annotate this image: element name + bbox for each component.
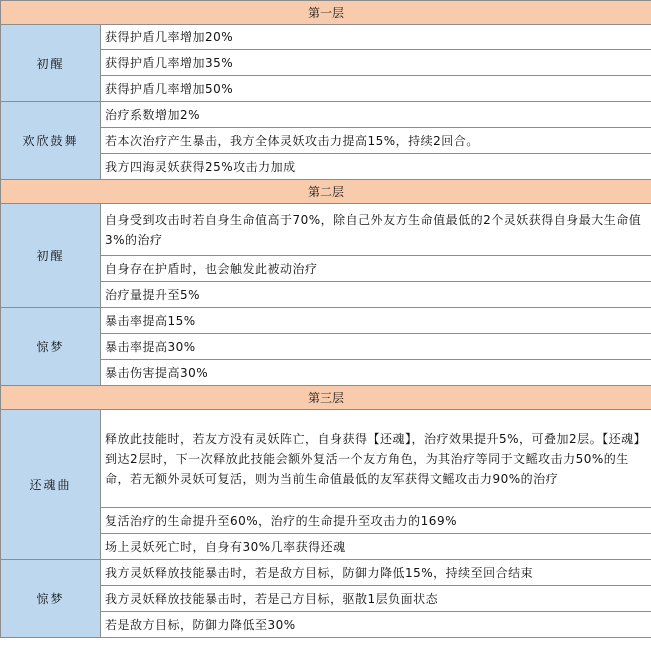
tier-3-skill-2-name: 惊梦 bbox=[1, 560, 101, 638]
tier-1-skill-1-name: 初醒 bbox=[1, 25, 101, 102]
tier-1-skill-2-effect-2: 若本次治疗产生暴击，我方全体灵妖攻击力提高15%，持续2回合。 bbox=[101, 128, 651, 154]
tier-2-skill-1-effect-3: 治疗量提升至5% bbox=[101, 282, 651, 308]
tier-3-skill-1-effect-1: 释放此技能时，若友方没有灵妖阵亡，自身获得【还魂】，治疗效果提升5%，可叠加2层。【还魂】到达2层时，下一次释放此技能会额外复活一个友方角色，为其治疗等同于文鳐攻击力50%的生命，若无额外灵妖可复活，则为当前生命值最低的友军获得文鳐攻击力90%的治疗 bbox=[101, 410, 651, 508]
tier-3-skill-1-effect-3: 场上灵妖死亡时，自身有30%几率获得还魂 bbox=[101, 534, 651, 560]
tier-1-skill-1-effect-1: 获得护盾几率增加20% bbox=[101, 25, 651, 50]
tier-1-header: 第一层 bbox=[1, 1, 651, 25]
tier-2-skill-1-name: 初醒 bbox=[1, 204, 101, 308]
tier-3-skill-2-effect-3: 若是敌方目标，防御力降低至30% bbox=[101, 612, 651, 638]
tier-3-skill-2-effect-1: 我方灵妖释放技能暴击时，若是敌方目标，防御力降低15%，持续至回合结束 bbox=[101, 560, 651, 586]
tier-1-skill-2-name: 欢欣鼓舞 bbox=[1, 102, 101, 180]
tier-1-skill-1-effect-3: 获得护盾几率增加50% bbox=[101, 76, 651, 102]
tier-1-skill-2-effect-1: 治疗系数增加2% bbox=[101, 102, 651, 128]
tier-2-skill-2-effect-1: 暴击率提高15% bbox=[101, 308, 651, 334]
tier-3-skill-2-effect-2: 我方灵妖释放技能暴击时，若是己方目标，驱散1层负面状态 bbox=[101, 586, 651, 612]
tier-3-header: 第三层 bbox=[1, 386, 651, 410]
tier-2-skill-1-effect-1: 自身受到攻击时若自身生命值高于70%，除自己外友方生命值最低的2个灵妖获得自身最大生命值3%的治疗 bbox=[101, 204, 651, 256]
tier-1-skill-2-effect-3: 我方四海灵妖获得25%攻击力加成 bbox=[101, 154, 651, 180]
tier-2-skill-2-name: 惊梦 bbox=[1, 308, 101, 386]
tier-2-skill-1-effect-2: 自身存在护盾时，也会触发此被动治疗 bbox=[101, 256, 651, 282]
tier-3-skill-1-name: 还魂曲 bbox=[1, 410, 101, 560]
tier-2-header: 第二层 bbox=[1, 180, 651, 204]
tier-2-skill-2-effect-3: 暴击伤害提高30% bbox=[101, 360, 651, 386]
tier-1-skill-1-effect-2: 获得护盾几率增加35% bbox=[101, 50, 651, 76]
tier-2-skill-2-effect-2: 暴击率提高30% bbox=[101, 334, 651, 360]
tier-3-skill-1-effect-2: 复活治疗的生命提升至60%，治疗的生命提升至攻击力的169% bbox=[101, 508, 651, 534]
